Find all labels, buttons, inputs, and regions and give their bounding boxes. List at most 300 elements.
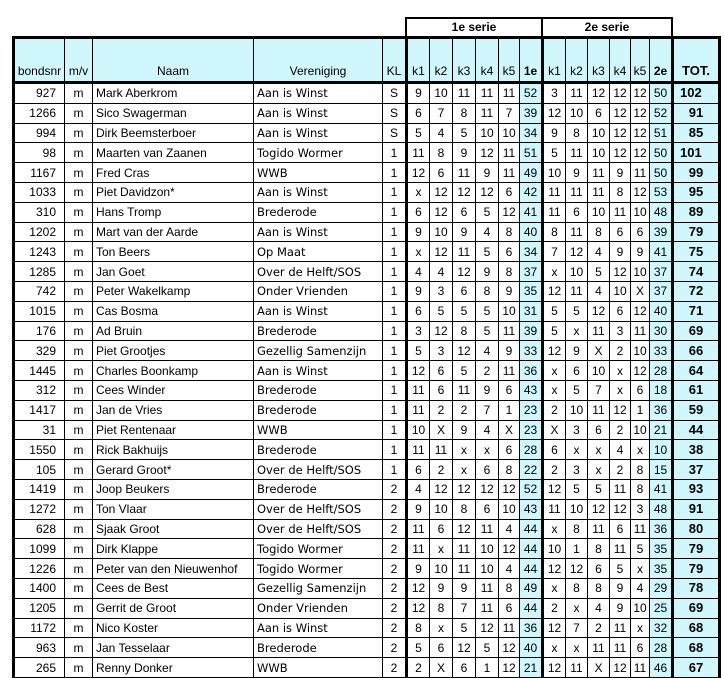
club-cell[interactable]: Aan is Winst [254, 83, 383, 104]
grand-total-cell[interactable]: 68 [673, 618, 720, 638]
serie2-k1-cell[interactable]: x [543, 361, 566, 381]
serie2-total-cell[interactable]: 41 [650, 479, 673, 499]
class-cell[interactable]: 1 [383, 380, 407, 400]
serie2-k3-cell[interactable]: 4 [588, 242, 610, 262]
serie1-k4-cell[interactable]: 9 [476, 380, 499, 400]
serie1-k4-cell[interactable]: 10 [476, 123, 499, 143]
class-cell[interactable]: 1 [383, 281, 407, 301]
serie2-k4-cell[interactable]: 9 [610, 242, 631, 262]
class-cell[interactable]: 1 [383, 460, 407, 480]
serie1-k1-cell[interactable]: x [407, 182, 430, 202]
serie1-k3-cell[interactable]: 11 [453, 380, 476, 400]
serie2-k2-cell[interactable]: 11 [566, 83, 588, 104]
serie2-k4-cell[interactable]: 12 [610, 400, 631, 420]
club-cell[interactable]: Op Maat [254, 242, 383, 262]
bondsnr-cell[interactable]: 1099 [14, 539, 65, 559]
serie1-k3-cell[interactable]: 6 [453, 281, 476, 301]
serie2-k3-cell[interactable]: 10 [588, 361, 610, 381]
serie2-k4-cell[interactable]: 11 [610, 539, 631, 559]
serie2-k2-cell[interactable]: 12 [566, 559, 588, 579]
serie1-k1-cell[interactable]: 6 [407, 460, 430, 480]
serie2-k3-cell[interactable]: 6 [588, 103, 610, 123]
col-s1-k4[interactable]: k4 [476, 38, 499, 83]
serie1-total-cell[interactable]: 31 [520, 301, 543, 321]
serie1-k3-cell[interactable]: 12 [453, 479, 476, 499]
col-2e-total[interactable]: 2e [650, 38, 673, 83]
serie2-k1-cell[interactable]: X [543, 420, 566, 440]
serie1-k5-cell[interactable]: 8 [499, 222, 520, 242]
serie1-k3-cell[interactable]: 12 [453, 182, 476, 202]
serie1-k1-cell[interactable]: x [407, 242, 430, 262]
serie1-k1-cell[interactable]: 6 [407, 202, 430, 222]
serie1-total-cell[interactable]: 40 [520, 222, 543, 242]
serie1-k2-cell[interactable]: 5 [430, 301, 453, 321]
grand-total-cell[interactable]: 78 [673, 578, 720, 598]
serie2-total-cell[interactable]: 53 [650, 182, 673, 202]
club-cell[interactable]: Brederode [254, 440, 383, 460]
gender-cell[interactable]: m [65, 400, 93, 420]
serie2-k4-cell[interactable]: 9 [610, 598, 631, 618]
serie2-k4-cell[interactable]: 2 [610, 460, 631, 480]
serie1-k1-cell[interactable]: 8 [407, 618, 430, 638]
serie2-k1-cell[interactable]: x [543, 262, 566, 282]
serie1-total-cell[interactable]: 23 [520, 400, 543, 420]
class-cell[interactable]: 2 [383, 638, 407, 658]
serie1-k4-cell[interactable]: 6 [476, 499, 499, 519]
serie1-k2-cell[interactable]: 7 [430, 103, 453, 123]
serie1-k3-cell[interactable]: 8 [453, 321, 476, 341]
serie2-total-cell[interactable]: 51 [650, 123, 673, 143]
grand-total-cell[interactable]: 91 [673, 499, 720, 519]
bondsnr-cell[interactable]: 105 [14, 460, 65, 480]
name-cell[interactable]: Ton Beers [93, 242, 254, 262]
serie1-k2-cell[interactable]: 6 [430, 380, 453, 400]
gender-cell[interactable]: m [65, 499, 93, 519]
serie2-k2-cell[interactable]: 10 [566, 262, 588, 282]
serie1-k3-cell[interactable]: 6 [453, 658, 476, 678]
serie2-k4-cell[interactable]: 11 [610, 618, 631, 638]
serie1-k4-cell[interactable]: 2 [476, 361, 499, 381]
club-cell[interactable]: Aan is Winst [254, 123, 383, 143]
serie1-total-cell[interactable]: 41 [520, 202, 543, 222]
serie2-total-cell[interactable]: 33 [650, 341, 673, 361]
gender-cell[interactable]: m [65, 658, 93, 678]
serie1-total-cell[interactable]: 43 [520, 499, 543, 519]
serie1-k2-cell[interactable]: 9 [430, 578, 453, 598]
bondsnr-cell[interactable]: 1015 [14, 301, 65, 321]
grand-total-cell[interactable]: 75 [673, 242, 720, 262]
grand-total-cell[interactable]: 71 [673, 301, 720, 321]
col-vereniging[interactable]: Vereniging [254, 38, 383, 83]
serie2-k3-cell[interactable]: 11 [588, 400, 610, 420]
serie1-total-cell[interactable]: 37 [520, 262, 543, 282]
name-cell[interactable]: Mark Aberkrom [93, 83, 254, 104]
serie2-k2-cell[interactable]: x [566, 638, 588, 658]
serie1-k2-cell[interactable]: 6 [430, 361, 453, 381]
serie1-k4-cell[interactable]: 5 [476, 638, 499, 658]
serie2-total-cell[interactable]: 50 [650, 163, 673, 183]
serie1-k5-cell[interactable]: 11 [499, 83, 520, 104]
serie2-k2-cell[interactable]: 8 [566, 578, 588, 598]
serie2-total-cell[interactable]: 35 [650, 559, 673, 579]
serie1-k3-cell[interactable]: 11 [453, 163, 476, 183]
serie2-total-cell[interactable]: 48 [650, 499, 673, 519]
serie1-k4-cell[interactable]: 11 [476, 519, 499, 539]
grand-total-cell[interactable]: 72 [673, 281, 720, 301]
club-cell[interactable]: Aan is Winst [254, 103, 383, 123]
serie1-k1-cell[interactable]: 11 [407, 380, 430, 400]
club-cell[interactable]: Aan is Winst [254, 301, 383, 321]
serie2-k2-cell[interactable]: 6 [566, 361, 588, 381]
club-cell[interactable]: Gezellig Samenzijn [254, 578, 383, 598]
serie1-k2-cell[interactable]: 6 [430, 638, 453, 658]
serie2-k5-cell[interactable]: 12 [631, 143, 650, 163]
serie2-k5-cell[interactable]: 12 [631, 182, 650, 202]
grand-total-cell[interactable]: 38 [673, 440, 720, 460]
serie1-k1-cell[interactable]: 4 [407, 262, 430, 282]
serie2-k5-cell[interactable]: 12 [631, 123, 650, 143]
serie2-k1-cell[interactable]: 8 [543, 222, 566, 242]
serie2-total-cell[interactable]: 50 [650, 83, 673, 104]
class-cell[interactable]: 2 [383, 578, 407, 598]
serie2-k5-cell[interactable]: x [631, 559, 650, 579]
grand-total-cell[interactable]: 68 [673, 638, 720, 658]
serie2-total-cell[interactable]: 32 [650, 618, 673, 638]
serie1-k2-cell[interactable]: 8 [430, 143, 453, 163]
serie1-k5-cell[interactable]: 6 [499, 380, 520, 400]
grand-total-cell[interactable]: 69 [673, 598, 720, 618]
serie2-k4-cell[interactable]: 11 [610, 202, 631, 222]
serie1-total-cell[interactable]: 22 [520, 460, 543, 480]
name-cell[interactable]: Piet Rentenaar [93, 420, 254, 440]
club-cell[interactable]: WWB [254, 163, 383, 183]
grand-total-cell[interactable]: 64 [673, 361, 720, 381]
class-cell[interactable]: S [383, 83, 407, 104]
serie2-k4-cell[interactable]: 10 [610, 281, 631, 301]
serie1-k5-cell[interactable]: 11 [499, 321, 520, 341]
club-cell[interactable]: Brederode [254, 321, 383, 341]
bondsnr-cell[interactable]: 927 [14, 83, 65, 104]
serie1-k5-cell[interactable]: 10 [499, 123, 520, 143]
serie2-k2-cell[interactable]: 10 [566, 400, 588, 420]
serie2-k5-cell[interactable]: 12 [631, 103, 650, 123]
gender-cell[interactable]: m [65, 559, 93, 579]
serie2-k1-cell[interactable]: x [543, 519, 566, 539]
serie2-k4-cell[interactable]: 11 [610, 638, 631, 658]
serie1-total-cell[interactable]: 40 [520, 638, 543, 658]
serie2-k5-cell[interactable]: 11 [631, 163, 650, 183]
name-cell[interactable]: Jan de Vries [93, 400, 254, 420]
class-cell[interactable]: 1 [383, 440, 407, 460]
bondsnr-cell[interactable]: 31 [14, 420, 65, 440]
serie1-k1-cell[interactable]: 11 [407, 143, 430, 163]
serie2-k5-cell[interactable]: 6 [631, 380, 650, 400]
serie2-total-cell[interactable]: 39 [650, 222, 673, 242]
class-cell[interactable]: 1 [383, 222, 407, 242]
serie2-k4-cell[interactable]: 3 [610, 321, 631, 341]
gender-cell[interactable]: m [65, 598, 93, 618]
name-cell[interactable]: Dirk Beemsterboer [93, 123, 254, 143]
serie1-k1-cell[interactable]: 10 [407, 420, 430, 440]
name-cell[interactable]: Sico Swagerman [93, 103, 254, 123]
serie2-k2-cell[interactable]: x [566, 598, 588, 618]
club-cell[interactable]: WWB [254, 658, 383, 678]
bondsnr-cell[interactable]: 1550 [14, 440, 65, 460]
name-cell[interactable]: Ad Bruin [93, 321, 254, 341]
serie1-total-cell[interactable]: 42 [520, 182, 543, 202]
serie2-k4-cell[interactable]: 12 [610, 499, 631, 519]
class-cell[interactable]: 1 [383, 420, 407, 440]
class-cell[interactable]: S [383, 123, 407, 143]
class-cell[interactable]: 1 [383, 301, 407, 321]
class-cell[interactable]: 1 [383, 262, 407, 282]
serie2-total-cell[interactable]: 10 [650, 440, 673, 460]
club-cell[interactable]: Over de Helft/SOS [254, 262, 383, 282]
grand-total-cell[interactable]: 37 [673, 460, 720, 480]
grand-total-cell[interactable]: 66 [673, 341, 720, 361]
serie2-k4-cell[interactable]: 8 [610, 182, 631, 202]
grand-total-cell[interactable]: 89 [673, 202, 720, 222]
serie2-k4-cell[interactable]: 2 [610, 420, 631, 440]
serie1-k2-cell[interactable]: 4 [430, 123, 453, 143]
grand-total-cell[interactable]: 102 [673, 83, 720, 104]
name-cell[interactable]: Mart van der Aarde [93, 222, 254, 242]
serie2-k3-cell[interactable]: 10 [588, 123, 610, 143]
serie2-total-cell[interactable]: 36 [650, 400, 673, 420]
bondsnr-cell[interactable]: 1202 [14, 222, 65, 242]
serie2-k5-cell[interactable]: 11 [631, 658, 650, 678]
gender-cell[interactable]: m [65, 242, 93, 262]
serie2-k5-cell[interactable]: 5 [631, 539, 650, 559]
serie2-k3-cell[interactable]: 2 [588, 618, 610, 638]
name-cell[interactable]: Nico Koster [93, 618, 254, 638]
bondsnr-cell[interactable]: 265 [14, 658, 65, 678]
serie2-k5-cell[interactable]: 1 [631, 400, 650, 420]
serie2-k4-cell[interactable]: 5 [610, 559, 631, 579]
serie1-k3-cell[interactable]: 5 [453, 123, 476, 143]
serie2-total-cell[interactable]: 29 [650, 578, 673, 598]
serie2-k1-cell[interactable]: 11 [543, 499, 566, 519]
col-s1-k3[interactable]: k3 [453, 38, 476, 83]
col-1e-total[interactable]: 1e [520, 38, 543, 83]
serie1-k4-cell[interactable]: 9 [476, 163, 499, 183]
club-cell[interactable]: Brederode [254, 638, 383, 658]
gender-cell[interactable]: m [65, 638, 93, 658]
serie1-k3-cell[interactable]: x [453, 440, 476, 460]
col-bondsnr[interactable]: bondsnr [14, 38, 65, 83]
col-s2-k2[interactable]: k2 [566, 38, 588, 83]
club-cell[interactable]: Onder Vrienden [254, 281, 383, 301]
club-cell[interactable]: Togido Wormer [254, 143, 383, 163]
bondsnr-cell[interactable]: 1445 [14, 361, 65, 381]
serie1-k3-cell[interactable]: 2 [453, 400, 476, 420]
serie2-total-cell[interactable]: 28 [650, 361, 673, 381]
serie1-k1-cell[interactable]: 3 [407, 321, 430, 341]
serie1-k5-cell[interactable]: 8 [499, 460, 520, 480]
serie2-k1-cell[interactable]: x [543, 380, 566, 400]
serie2-k2-cell[interactable]: 10 [566, 103, 588, 123]
serie2-k5-cell[interactable]: 12 [631, 301, 650, 321]
club-cell[interactable]: Aan is Winst [254, 182, 383, 202]
serie1-k5-cell[interactable]: 11 [499, 143, 520, 163]
serie2-k1-cell[interactable]: 12 [543, 341, 566, 361]
serie2-k5-cell[interactable]: 10 [631, 598, 650, 618]
serie2-k5-cell[interactable]: 12 [631, 361, 650, 381]
serie1-k1-cell[interactable]: 9 [407, 222, 430, 242]
serie2-k5-cell[interactable]: 9 [631, 242, 650, 262]
serie1-k3-cell[interactable]: 9 [453, 578, 476, 598]
class-cell[interactable]: 1 [383, 242, 407, 262]
name-cell[interactable]: Joop Beukers [93, 479, 254, 499]
name-cell[interactable]: Jan Goet [93, 262, 254, 282]
bondsnr-cell[interactable]: 628 [14, 519, 65, 539]
serie1-k2-cell[interactable]: 12 [430, 479, 453, 499]
class-cell[interactable]: 1 [383, 163, 407, 183]
serie2-total-cell[interactable]: 48 [650, 202, 673, 222]
serie2-k3-cell[interactable]: x [588, 440, 610, 460]
name-cell[interactable]: Rick Bakhuijs [93, 440, 254, 460]
col-total[interactable]: TOT. [673, 38, 720, 83]
serie1-k2-cell[interactable]: 2 [430, 460, 453, 480]
name-cell[interactable]: Piet Davidzon* [93, 182, 254, 202]
gender-cell[interactable]: m [65, 440, 93, 460]
col-s1-k5[interactable]: k5 [499, 38, 520, 83]
serie1-k1-cell[interactable]: 4 [407, 479, 430, 499]
club-cell[interactable]: WWB [254, 420, 383, 440]
grand-total-cell[interactable]: 99 [673, 163, 720, 183]
serie2-k2-cell[interactable]: 5 [566, 479, 588, 499]
class-cell[interactable]: 2 [383, 618, 407, 638]
serie1-k2-cell[interactable]: 12 [430, 202, 453, 222]
serie2-k5-cell[interactable]: 3 [631, 499, 650, 519]
serie2-k3-cell[interactable]: 12 [588, 499, 610, 519]
grand-total-cell[interactable]: 44 [673, 420, 720, 440]
col-s2-k5[interactable]: k5 [631, 38, 650, 83]
serie1-total-cell[interactable]: 36 [520, 361, 543, 381]
serie1-total-cell[interactable]: 21 [520, 658, 543, 678]
serie1-k3-cell[interactable]: 9 [453, 222, 476, 242]
name-cell[interactable]: Renny Donker [93, 658, 254, 678]
grand-total-cell[interactable]: 69 [673, 321, 720, 341]
serie1-k4-cell[interactable]: 5 [476, 301, 499, 321]
serie1-k3-cell[interactable]: 5 [453, 361, 476, 381]
serie1-k3-cell[interactable]: 8 [453, 103, 476, 123]
serie1-total-cell[interactable]: 52 [520, 479, 543, 499]
serie2-total-cell[interactable]: 41 [650, 242, 673, 262]
bondsnr-cell[interactable]: 1226 [14, 559, 65, 579]
serie1-k1-cell[interactable]: 6 [407, 103, 430, 123]
club-cell[interactable]: Brederode [254, 479, 383, 499]
name-cell[interactable]: Peter Wakelkamp [93, 281, 254, 301]
serie1-total-cell[interactable]: 36 [520, 618, 543, 638]
serie2-k3-cell[interactable]: x [588, 460, 610, 480]
serie1-total-cell[interactable]: 34 [520, 123, 543, 143]
serie2-k1-cell[interactable]: 9 [543, 123, 566, 143]
serie1-k5-cell[interactable]: 4 [499, 559, 520, 579]
serie1-k4-cell[interactable]: 9 [476, 262, 499, 282]
serie2-k1-cell[interactable]: 11 [543, 202, 566, 222]
serie2-k1-cell[interactable]: 5 [543, 321, 566, 341]
serie2-k5-cell[interactable]: 11 [631, 519, 650, 539]
serie2-k1-cell[interactable]: x [543, 578, 566, 598]
serie1-k3-cell[interactable]: 12 [453, 262, 476, 282]
serie2-total-cell[interactable]: 52 [650, 103, 673, 123]
gender-cell[interactable]: m [65, 262, 93, 282]
serie1-k4-cell[interactable]: 12 [476, 479, 499, 499]
serie2-total-cell[interactable]: 46 [650, 658, 673, 678]
serie1-k4-cell[interactable]: 12 [476, 618, 499, 638]
bondsnr-cell[interactable]: 1243 [14, 242, 65, 262]
name-cell[interactable]: Fred Cras [93, 163, 254, 183]
serie1-k4-cell[interactable]: 11 [476, 598, 499, 618]
gender-cell[interactable]: m [65, 182, 93, 202]
serie1-total-cell[interactable]: 52 [520, 83, 543, 104]
serie2-k2-cell[interactable]: 3 [566, 460, 588, 480]
serie1-total-cell[interactable]: 44 [520, 598, 543, 618]
gender-cell[interactable]: m [65, 103, 93, 123]
serie1-total-cell[interactable]: 49 [520, 578, 543, 598]
serie2-k3-cell[interactable]: 11 [588, 321, 610, 341]
serie1-total-cell[interactable]: 39 [520, 321, 543, 341]
serie1-k5-cell[interactable]: X [499, 420, 520, 440]
class-cell[interactable]: 2 [383, 519, 407, 539]
serie1-k1-cell[interactable]: 5 [407, 341, 430, 361]
gender-cell[interactable]: m [65, 578, 93, 598]
serie1-k5-cell[interactable]: 11 [499, 163, 520, 183]
serie1-k5-cell[interactable]: 9 [499, 281, 520, 301]
serie2-k2-cell[interactable]: 10 [566, 499, 588, 519]
club-cell[interactable]: Brederode [254, 380, 383, 400]
serie1-k1-cell[interactable]: 11 [407, 539, 430, 559]
serie1-k5-cell[interactable]: 4 [499, 519, 520, 539]
serie2-k5-cell[interactable]: 10 [631, 202, 650, 222]
serie2-k4-cell[interactable]: 11 [610, 479, 631, 499]
gender-cell[interactable]: m [65, 361, 93, 381]
serie1-k4-cell[interactable]: 4 [476, 341, 499, 361]
name-cell[interactable]: Jan Tesselaar [93, 638, 254, 658]
serie2-k5-cell[interactable]: 6 [631, 222, 650, 242]
serie1-k1-cell[interactable]: 12 [407, 361, 430, 381]
serie2-k4-cell[interactable]: 6 [610, 301, 631, 321]
serie1-k3-cell[interactable]: 6 [453, 202, 476, 222]
serie2-k1-cell[interactable]: 3 [543, 83, 566, 104]
bondsnr-cell[interactable]: 1272 [14, 499, 65, 519]
serie2-total-cell[interactable]: 30 [650, 321, 673, 341]
serie2-total-cell[interactable]: 21 [650, 420, 673, 440]
col-s1-k2[interactable]: k2 [430, 38, 453, 83]
name-cell[interactable]: Dirk Klappe [93, 539, 254, 559]
serie1-k2-cell[interactable]: 6 [430, 163, 453, 183]
serie2-k4-cell[interactable]: 12 [610, 262, 631, 282]
grand-total-cell[interactable]: 79 [673, 222, 720, 242]
serie2-k1-cell[interactable]: 2 [543, 460, 566, 480]
name-cell[interactable]: Ton Vlaar [93, 499, 254, 519]
serie1-k5-cell[interactable]: 8 [499, 578, 520, 598]
bondsnr-cell[interactable]: 98 [14, 143, 65, 163]
serie2-k3-cell[interactable]: 11 [588, 182, 610, 202]
serie2-k1-cell[interactable]: 12 [543, 103, 566, 123]
serie1-k1-cell[interactable]: 12 [407, 578, 430, 598]
name-cell[interactable]: Cees de Best [93, 578, 254, 598]
serie1-k1-cell[interactable]: 2 [407, 658, 430, 678]
serie2-k3-cell[interactable]: 5 [588, 479, 610, 499]
serie2-k1-cell[interactable]: 2 [543, 598, 566, 618]
club-cell[interactable]: Onder Vrienden [254, 598, 383, 618]
serie2-k4-cell[interactable]: 12 [610, 143, 631, 163]
serie1-k2-cell[interactable]: 3 [430, 281, 453, 301]
serie2-k3-cell[interactable]: 8 [588, 539, 610, 559]
class-cell[interactable]: 1 [383, 400, 407, 420]
